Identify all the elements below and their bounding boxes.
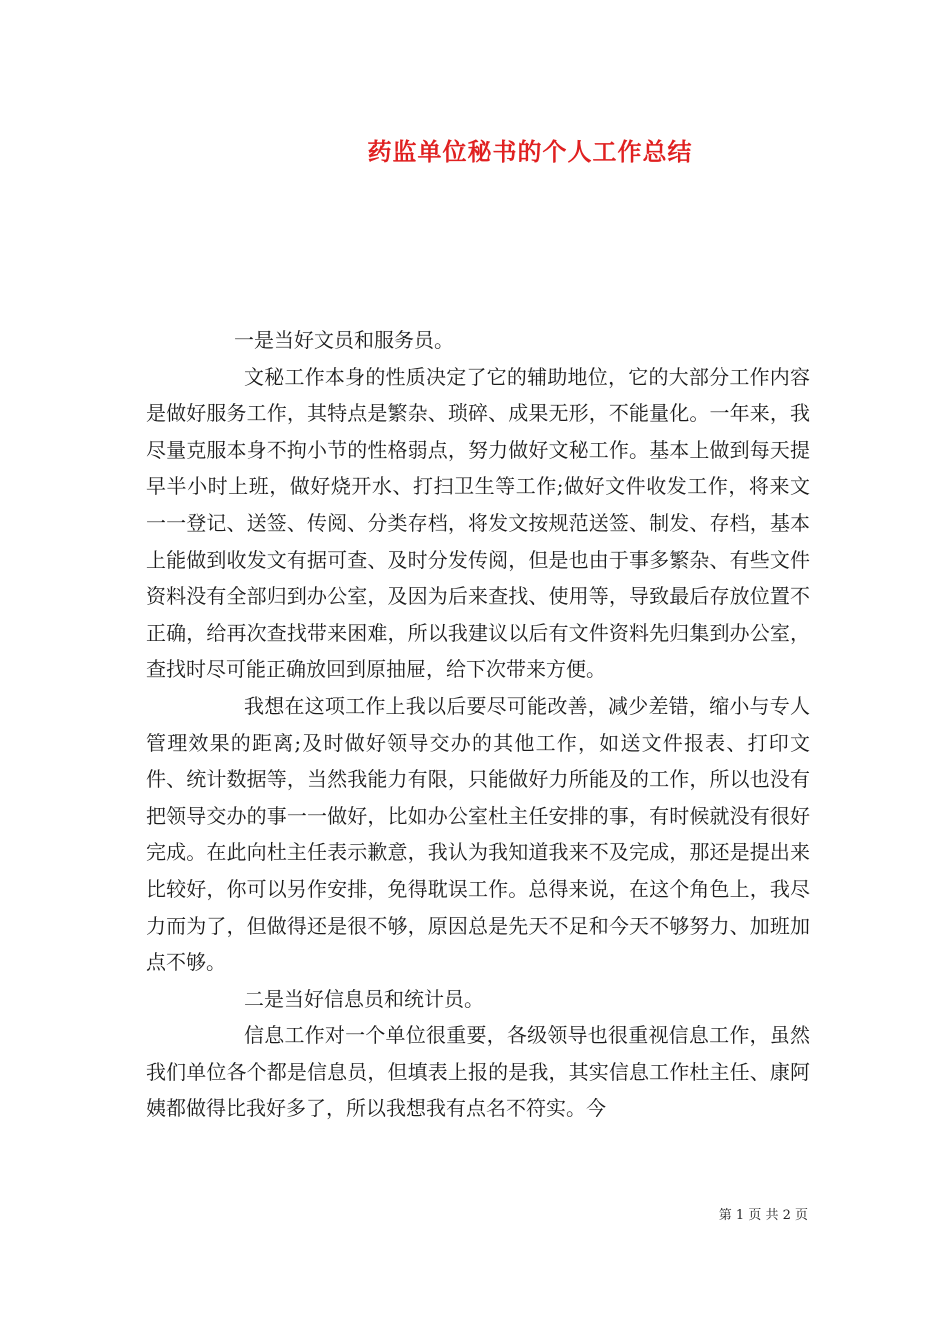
document-body xyxy=(146,322,810,1127)
paragraph-heading-1: 一是当好文员和服务员。 xyxy=(234,328,454,352)
page-number: 第 1 页 共 2 页 xyxy=(718,1208,808,1223)
paragraph-heading-2: 二是当好信息员和统计员。 xyxy=(244,986,484,1011)
paragraph-2: 我想在这项工作上我以后要尽可能改善，减少差错，缩小与专人管理效果的距离;及时做好领导交办的其他工作，如送文件报表、打印文件、统计数据等，当然我能力有限，只能做好力所能及的工作，所以也没有把领导交办的事一一做好，比如办公室杜主任安排的事，有时候就没有很好完成。在此向杜主任表示歉意，我认为我知道我来不及完成，那还是提出来比较好，你可以另作安排，免得耽误工作。总得来说，在这个角色上，我尽力而为了，但做得还是很不够，原因总是先天不足和今天不够努力、加班加点不够。 xyxy=(146,693,810,975)
paragraph-1: 文秘工作本身的性质决定了它的辅助地位，它的大部分工作内容是做好服务工作，其特点是繁杂、琐碎、成果无形，不能量化。一年来，我尽量克服本身不拘小节的性格弱点，努力做好文秘工作。基本上做到每天提早半小时上班，做好烧开水、打扫卫生等工作;做好文件收发工作，将来文一一登记、送签、传阅、分类存档，将发文按规范送签、制发、存档，基本上能做到收发文有据可查、及时分发传阅，但是也由于事多繁杂、有些文件资料没有全部归到办公室，及因为后来查找、使用等，导致最后存放位置不正确，给再次查找带来困难，所以我建议以后有文件资料先归集到办公室，查找时尽可能正确放回到原抽屉，给下次带来方便。 xyxy=(146,364,810,682)
paragraph-3: 信息工作对一个单位很重要，各级领导也很重视信息工作，虽然我们单位各个都是信息员，但填表上报的是我，其实信息工作杜主任、康阿姨都做得比我好多了，所以我想我有点名不符实。今 xyxy=(146,1023,810,1121)
document-title: 药监单位秘书的个人工作总结 xyxy=(367,137,693,166)
